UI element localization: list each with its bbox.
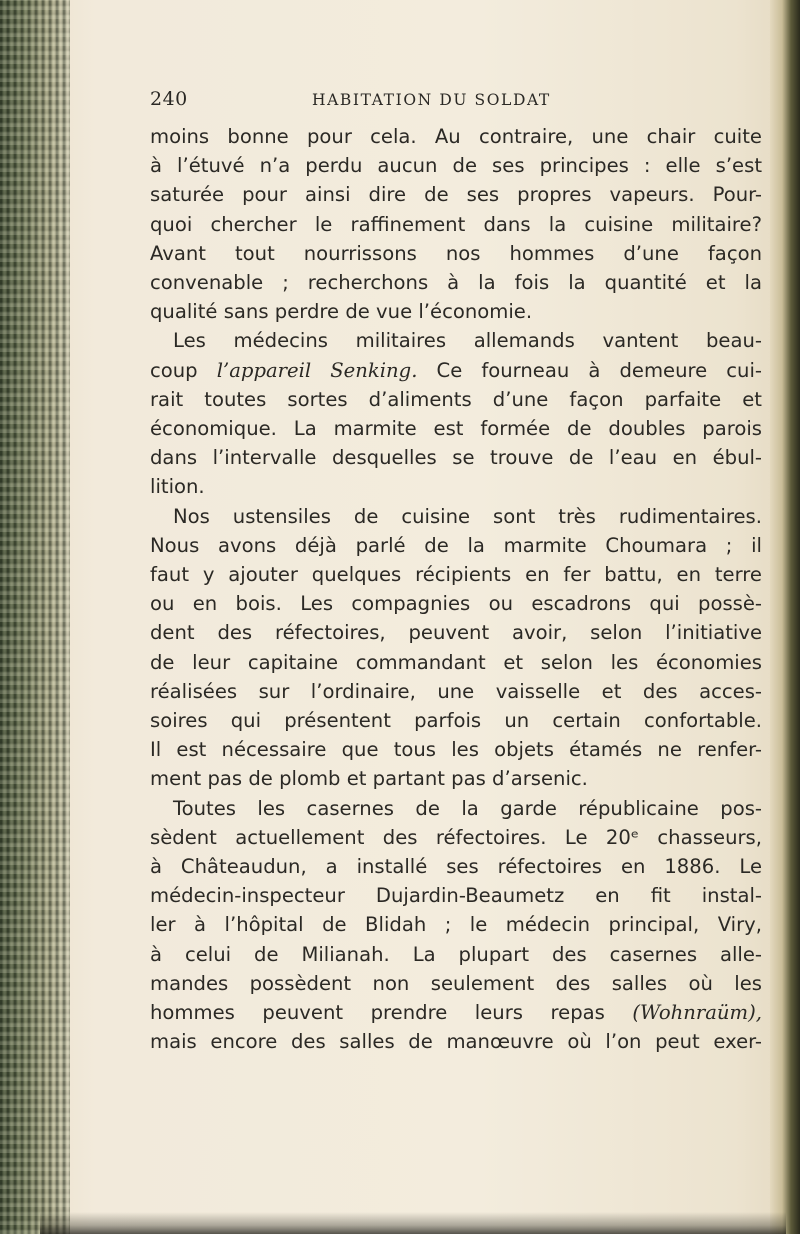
page-number: 240 (150, 88, 188, 110)
running-head: HABITATION DU SOLDAT (312, 91, 551, 109)
text-line: Toutes les casernes de la garde républicaine pos- (173, 796, 762, 820)
text-line: ou en bois. Les compagnies ou escadrons qui possè- (150, 592, 762, 616)
text-segment: hommes peuvent prendre leurs repas (150, 1001, 633, 1025)
text-line: mais encore des salles de manœuvre où l’on peut exer- (150, 1030, 762, 1054)
italic-term: (Wohnraüm), (632, 1001, 762, 1025)
text-line: saturée pour ainsi dire de ses propres vapeurs. Pour- (150, 183, 762, 207)
text-line: convenable ; recherchons à la fois la quantité et la (150, 271, 762, 295)
page-right-edge (770, 0, 800, 1234)
text-line-with-italic (150, 356, 762, 385)
text-line: ment pas de plomb et partant pas d’arsenic. (150, 767, 588, 791)
text-line: dent des réfectoires, peuvent avoir, selon l’initiative (150, 621, 762, 645)
text-line: rait toutes sortes d’aliments d’une façon parfaite et (150, 387, 762, 411)
text-line-with-italic (150, 998, 762, 1027)
text-line: ler à l’hôpital de Blidah ; le médecin principal, Viry, (150, 913, 762, 937)
book-binding-edge (0, 0, 70, 1234)
text-line: réalisées sur l’ordinaire, une vaisselle et des acces- (150, 679, 762, 703)
text-line: Il est nécessaire que tous les objets étamés ne renfer- (150, 738, 762, 762)
text-line: économique. La marmite est formée de doubles parois (150, 417, 762, 441)
page-header (150, 88, 760, 118)
text-line: à Châteaudun, a installé ses réfectoires en 1886. Le (150, 855, 762, 879)
italic-term: l’appareil Senking. (216, 358, 418, 382)
page-bottom-shadow (40, 1212, 786, 1234)
body-text (150, 122, 762, 1057)
text-line: mandes possèdent non seulement des salles où les (150, 971, 762, 995)
text-segment: coup (150, 358, 217, 382)
text-line: moins bonne pour cela. Au contraire, une chair cuite (150, 125, 762, 148)
text-line: faut y ajouter quelques récipients en fer battu, en terre (150, 563, 762, 587)
text-line: Nos ustensiles de cuisine sont très rudimentaires. (173, 504, 762, 528)
text-line: Les médecins militaires allemands vantent beau- (173, 329, 762, 353)
text-line: dans l’intervalle desquelles se trouve de l’eau en ébul- (150, 446, 762, 470)
text-segment: Ce fourneau à demeure cui- (417, 358, 762, 382)
text-line: à celui de Milianah. La plupart des casernes alle- (150, 942, 762, 966)
text-line: sèdent actuellement des réfectoires. Le 20ᵉ chasseurs, (150, 825, 762, 849)
text-line: lition. (150, 475, 205, 499)
text-line: quoi chercher le raffinement dans la cuisine militaire? (150, 212, 762, 236)
text-line: Nous avons déjà parlé de la marmite Choumara ; il (150, 533, 762, 557)
text-line: médecin-inspecteur Dujardin-Beaumetz en fit instal- (150, 884, 762, 908)
text-line: de leur capitaine commandant et selon les économies (150, 650, 762, 674)
text-line: qualité sans perdre de vue l’économie. (150, 300, 533, 324)
text-line: soires qui présentent parfois un certain confortable. (150, 709, 762, 733)
text-line: à l’étuvé n’a perdu aucun de ses principes : elle s’est (150, 154, 762, 178)
text-line: Avant tout nourrissons nos hommes d’une façon (150, 241, 762, 265)
